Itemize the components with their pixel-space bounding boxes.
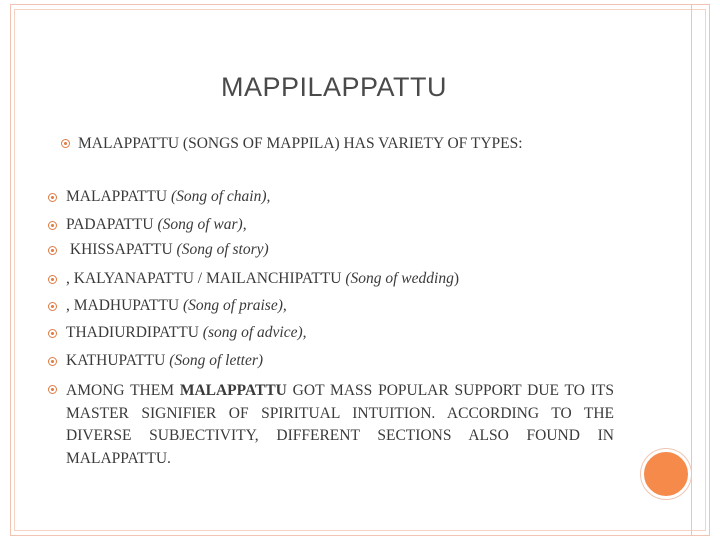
item-desc: (Song of story) — [176, 241, 269, 258]
list-item — [66, 188, 270, 206]
item-name: KHISSAPATTU — [66, 241, 177, 258]
list-item — [66, 297, 287, 315]
list-item — [66, 352, 263, 370]
list-item — [66, 270, 459, 288]
bullet-icon — [48, 329, 57, 338]
para-after: GOT MASS POPULAR SUPPORT DUE TO ITS MASTER SIGNIFIER OF SPIRITUAL INTUITION. ACCORDING TO THE DIVERSE SUBJECTIVITY, DIFFERENT SECTIONS ALSO FOUND IN MALAPPATTU. — [66, 382, 614, 467]
para-bold: MALAPPATTU — [179, 382, 287, 399]
bullet-icon — [48, 357, 57, 366]
slide-title: MAPPILAPPATTU — [220, 72, 448, 102]
bullet-icon — [48, 193, 57, 202]
slide-right-rule — [691, 4, 692, 536]
item-name: KATHUPATTU — [66, 352, 170, 369]
item-name: , KALYANAPATTU / MAILANCHIPATTU — [66, 270, 346, 287]
bullet-icon — [48, 221, 57, 230]
item-desc: (Song of praise), — [182, 297, 287, 314]
item-desc: (Song of wedding — [345, 270, 454, 287]
bullet-icon — [48, 275, 57, 284]
item-name: PADAPATTU — [66, 216, 158, 233]
item-desc: (Song of war), — [157, 216, 247, 233]
bullet-icon — [48, 385, 57, 394]
item-name: THADIURDIPATTU — [66, 324, 203, 341]
item-name: MALAPPATTU — [66, 188, 171, 205]
decorative-circle — [641, 449, 691, 499]
summary-paragraph — [66, 380, 614, 470]
bullet-icon — [48, 246, 57, 255]
item-desc: (Song of chain), — [170, 188, 271, 205]
item-tail: ) — [453, 270, 460, 287]
intro-text: MALAPPATTU (SONGS OF MAPPILA) HAS VARIETY OF TYPES: — [78, 135, 523, 152]
bullet-icon — [48, 302, 57, 311]
item-desc: (song of advice), — [202, 324, 307, 341]
list-item — [66, 216, 247, 234]
list-item — [66, 324, 307, 342]
list-item — [66, 241, 269, 259]
bullet-icon — [61, 139, 70, 148]
item-name: , MADHUPATTU — [66, 297, 183, 314]
para-before: AMONG THEM — [66, 382, 180, 399]
item-desc: (Song of letter) — [169, 352, 264, 369]
